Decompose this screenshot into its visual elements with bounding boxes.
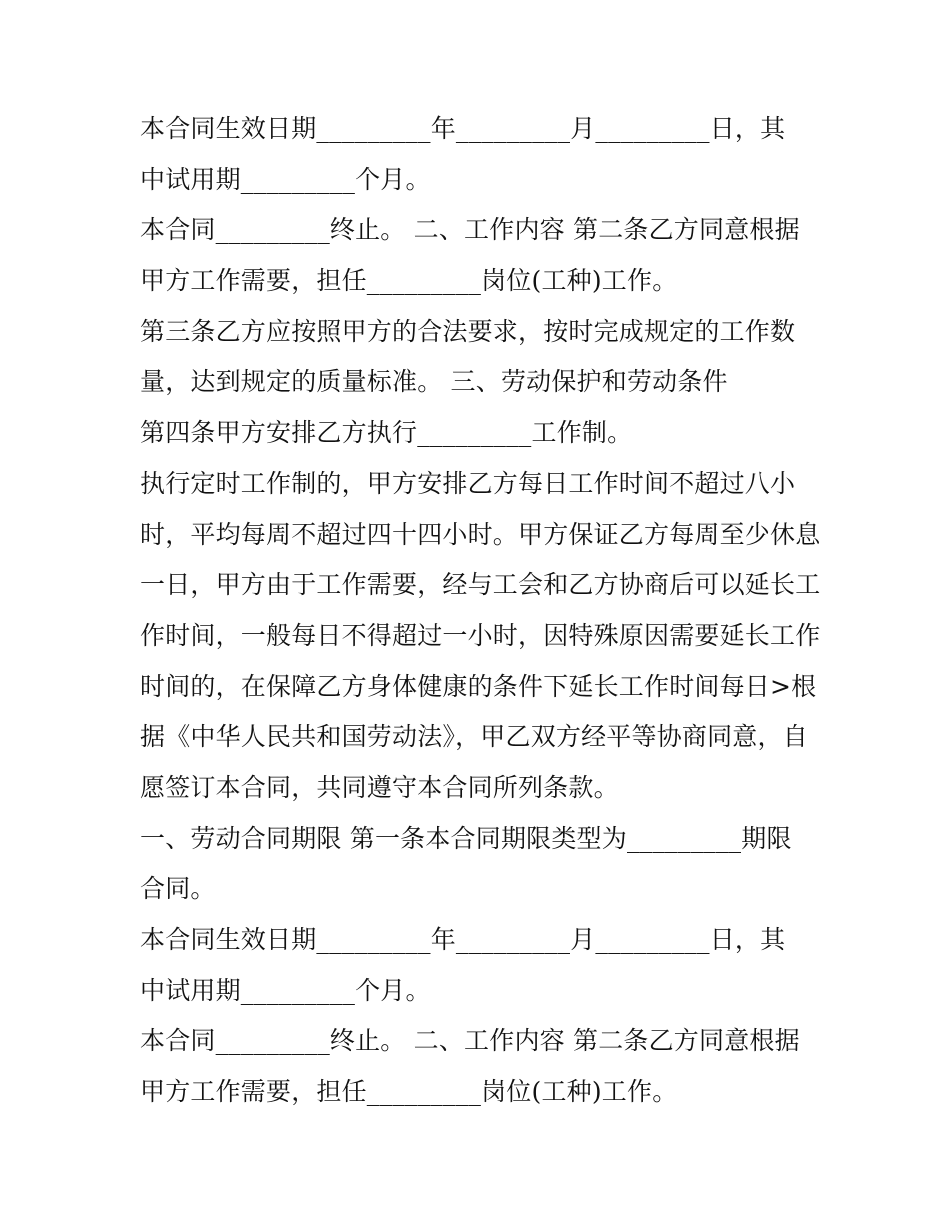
text-line: 一日，甲方由于工作需要，经与工会和乙方协商后可以延长工 (140, 570, 821, 600)
text-line: 第四条甲方安排乙方执行_________工作制。 (140, 418, 633, 448)
document-body (140, 104, 830, 1118)
text-line: 第三条乙方应按照甲方的合法要求，按时完成规定的工作数 (140, 316, 796, 346)
text-line: 中试用期_________个月。 (140, 164, 431, 194)
text-line: 时，平均每周不超过四十四小时。甲方保证乙方每周至少休息 (140, 519, 821, 549)
text-line: 本合同生效日期_________年_________月_________日，其 (140, 925, 786, 954)
text-line: 本合同_________终止。 二、工作内容 第二条乙方同意根据 (140, 1026, 800, 1056)
text-line: 愿签订本合同，共同遵守本合同所列条款。 (140, 772, 619, 802)
text-line: 甲方工作需要，担任_________岗位(工种)工作。 (140, 1077, 678, 1107)
text-line: 量，达到规定的质量标准。 三、劳动保护和劳动条件 (140, 367, 728, 397)
text-line: 中试用期_________个月。 (140, 975, 431, 1005)
text-line: 执行定时工作制的，甲方安排乙方每日工作时间不超过八小 (140, 468, 796, 498)
text-line: 时间的，在保障乙方身体健康的条件下延长工作时间每日>根 (140, 671, 817, 701)
text-line: 合同。 (140, 874, 216, 904)
text-line: 本合同_________终止。 二、工作内容 第二条乙方同意根据 (140, 215, 800, 245)
text-line: 甲方工作需要，担任_________岗位(工种)工作。 (140, 266, 678, 296)
text-line: 作时间，一般每日不得超过一小时，因特殊原因需要延长工作 (140, 620, 821, 650)
text-line: 本合同生效日期_________年_________月_________日，其 (140, 114, 786, 143)
text-line: 一、劳动合同期限 第一条本合同期限类型为_________期限 (140, 823, 792, 853)
text-line: 据《中华人民共和国劳动法》，甲乙双方经平等协商同意，自 (140, 722, 808, 752)
